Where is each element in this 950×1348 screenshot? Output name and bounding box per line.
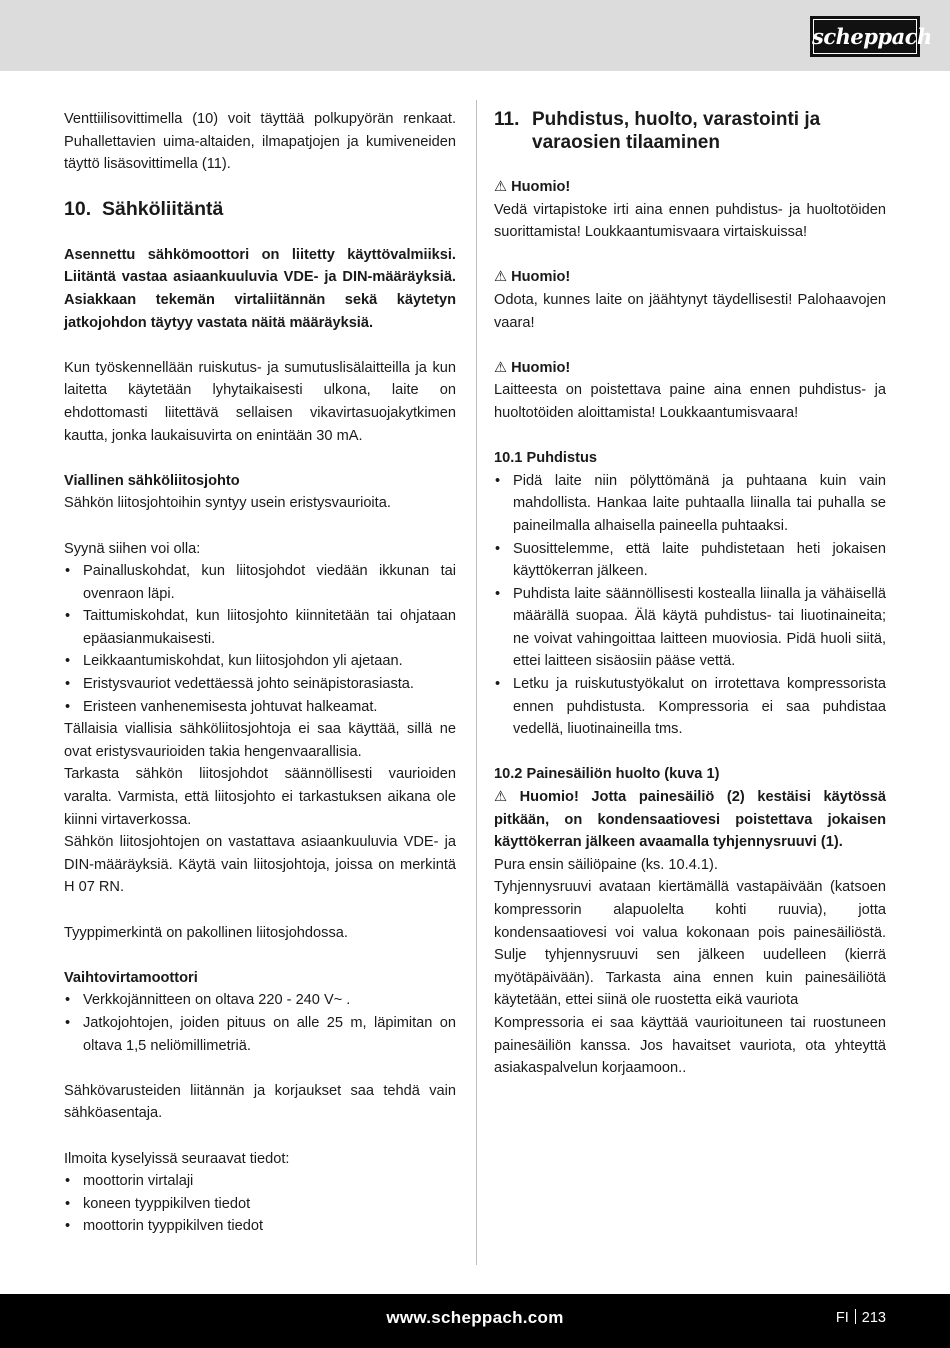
- section-10-title: Sähköliitäntä: [102, 197, 224, 220]
- list-item: • Verkkojännitteen on oltava 220 - 240 V~ .: [64, 989, 456, 1012]
- causes-list: [64, 560, 456, 718]
- tank-paragraph-2: Tyhjennysruuvi avataan kiertämällä vastapäivään (katsoen kompressorin alapuolelta kohti ruuvia), jotta kondensaatiovesi voi valua kokonaan pois painesäiliöstä. Sulje tyhjennysruuvi sen jälkeen uudelleen (kierrä myötäpäivään). Tarkasta aina ennen kuin painesäiliötä käytetään, ettei siinä ole ruostetta eikä vauriota: [494, 879, 886, 1009]
- intro-paragraph: Venttiilisovittimella (10) voit täyttää polkupyörän renkaat. Puhallettavien uima-altaiden, ilmapatjojen ja kumiveneiden täyttö lisäsovittimella (11).: [64, 111, 456, 173]
- warning-icon: ⚠: [494, 359, 508, 376]
- inquiry-intro: Ilmoita kyselyissä seuraavat tiedot:: [64, 1150, 290, 1167]
- list-item: • Leikkaantumiskohdat, kun liitosjohdon yli ajetaan.: [64, 650, 456, 673]
- list-item: • Painalluskohdat, kun liitosjohdot viedään ikkunan tai ovenraon läpi.: [64, 560, 456, 605]
- list-item: • koneen tyyppikilven tiedot: [64, 1193, 456, 1216]
- inspect-paragraph: Tarkasta sähkön liitosjohdot säännöllisesti vaurioiden varalta. Varmista, että liitosjohto ei tarkastuksen aikana ole kiinni virtaverkossa.: [64, 766, 456, 828]
- ac-motor-list: [64, 989, 456, 1057]
- causes-intro: Syynä siihen voi olla:: [64, 540, 201, 557]
- warning-icon: ⚠: [494, 179, 508, 195]
- brand-logo: scheppach: [810, 16, 920, 57]
- type-marking-paragraph: Tyyppimerkintä on pakollinen liitosjohdossa.: [64, 924, 348, 941]
- list-item: • moottorin tyyppikilven tiedot: [64, 1215, 456, 1238]
- cleaning-title: 10.1 Puhdistus: [494, 450, 597, 467]
- section-11-number: 11.: [494, 109, 520, 130]
- tank-paragraph-3: Kompressoria ei saa käyttää vaurioituneen tai ruostuneen painesäiliön kanssa. Jos havaitset vauriota, ota yhteyttä asiakaspalvelun korjaamoon..: [494, 1014, 886, 1077]
- ac-motor-title: Vaihtovirtamoottori: [64, 969, 198, 986]
- column-divider: [476, 100, 477, 1265]
- list-item: • Pidä laite niin pölyttömänä ja puhtaana kuin vain mahdollista. Hankaa laite puhtaalla liinalla tai puhalla se paineilmalla alhaisella paineella puhtaaksi.: [494, 470, 886, 538]
- standards-paragraph: Sähkön liitosjohtojen on vastattava asiaankuuluvia VDE- ja DIN-määräyksiä. Käytä vain liitosjohtoja, joissa on merkintä H 07 RN.: [64, 834, 456, 896]
- list-item: • Suosittelemme, että laite puhdistetaan heti jokaisen käyttökerran jälkeen.: [494, 538, 886, 583]
- footer-bar: [0, 1294, 950, 1348]
- warning-label: Huomio!: [511, 179, 571, 195]
- warning-icon: ⚠: [494, 789, 516, 806]
- faulty-cable-title: Viallinen sähköliitosjohto: [64, 472, 240, 489]
- electrician-paragraph: Sähkövarusteiden liitännän ja korjaukset saa tehdä vain sähköasentaja.: [64, 1082, 456, 1122]
- warning-3-text: Laitteesta on poistettava paine aina ennen puhdistus- ja huoltotöiden aloittamista! Loukkaantumisvaara!: [494, 382, 886, 421]
- warning-icon: ⚠: [494, 269, 508, 286]
- warning-1-text: Vedä virtapistoke irti aina ennen puhdistus- ja huoltotöiden suorittamista! Loukkaantumisvaara virtaiskuissa!: [494, 201, 886, 241]
- language-code: FI: [835, 1310, 849, 1326]
- list-item: • Puhdista laite säännöllisesti kostealla liinalla ja vähäisellä määrällä suopaa. Älä käytä puhdistus- tai liuotinaineita; ne voivat vahingoittaa laitteen muoviosia. Pidä huoli siitä, ettei laitteen sisäosiin pääse vettä.: [494, 583, 886, 673]
- website-link[interactable]: www.scheppach.com: [386, 1308, 564, 1327]
- faulty-cable-text: Sähkön liitosjohtoihin syntyy usein eristysvaurioita.: [64, 495, 391, 512]
- warning-label: Huomio!: [511, 269, 571, 286]
- list-item: • Eristysvauriot vedettäessä johto seinäpistorasiasta.: [64, 673, 456, 696]
- section-10-number: 10.: [64, 197, 92, 220]
- list-item: • Jatkojohtojen, joiden pituus on alle 25 m, läpimitan on oltava 1,5 neliömillimetriä.: [64, 1012, 456, 1057]
- section-10-heading: [64, 198, 456, 221]
- warning-label: Huomio!: [511, 359, 571, 376]
- warning-2-text: Odota, kunnes laite on jäähtynyt täydellisesti! Palohaavojen vaara!: [494, 291, 886, 331]
- danger-paragraph: Tällaisia viallisia sähköliitosjohtoja ei saa käyttää, sillä ne ovat eristysvaurioiden takia hengenvaarallisia.: [64, 721, 456, 760]
- tank-maintenance-title: 10.2 Painesäiliön huolto (kuva 1): [494, 766, 720, 783]
- tank-paragraph-1: Pura ensin säiliöpaine (ks. 10.4.1).: [494, 856, 718, 873]
- list-item: • Letku ja ruiskutustyökalut on irrotettava kompressorista ennen puhdistusta. Kompressoria ei saa puhdistaa vedellä, liuotinaineilla tms.: [494, 673, 886, 741]
- rcd-paragraph: Kun työskennellään ruiskutus- ja sumutuslisälaitteilla ja kun laitetta käytetään lyhytaikaisesti ulkona, laite on ehdottomasti liitettävä sellaisen vikavirtasuojakytkimen kautta, jonka laukaisuvirta on enintään 30 mA.: [64, 359, 456, 444]
- warning-3-label: [494, 357, 886, 380]
- left-column: [64, 108, 456, 1238]
- list-item: • Eristeen vanhenemisesta johtuvat halkeamat.: [64, 696, 456, 719]
- tank-warning: [494, 786, 886, 854]
- page-separator: [855, 1309, 856, 1324]
- warning-2-label: [494, 266, 886, 289]
- list-item: • Taittumiskohdat, kun liitosjohto kiinnitetään tai ohjataan epäasianmukaisesti.: [64, 605, 456, 650]
- section-11-heading: [494, 108, 886, 154]
- page-indicator: [836, 1309, 886, 1326]
- right-column: [494, 108, 886, 1080]
- cleaning-list: [494, 470, 886, 741]
- tank-warning-text: Huomio! Jotta painesäiliö (2) kestäisi käytössä pitkään, on kondensaatiovesi poistettava jokaisen käyttökerran jälkeen avaamalla tyhjennysruuvi (1).: [494, 789, 886, 851]
- list-item: • moottorin virtalaji: [64, 1170, 456, 1193]
- page-number: 213: [861, 1310, 886, 1326]
- section-11-title: Puhdistus, huolto, varastointi ja varaosien tilaaminen: [532, 109, 821, 153]
- connection-bold-paragraph: Asennettu sähkömoottori on liitetty käyttövalmiiksi. Liitäntä vastaa asiaankuuluvia VDE- ja DIN-määräyksiä. Asiakkaan tekemän virtaliitännän sekä käytetyn jatkojohdon täytyy vastata näitä määräyksiä.: [64, 246, 456, 331]
- header-band: [0, 0, 950, 71]
- inquiry-list: [64, 1170, 456, 1238]
- warning-1-label: [494, 176, 886, 199]
